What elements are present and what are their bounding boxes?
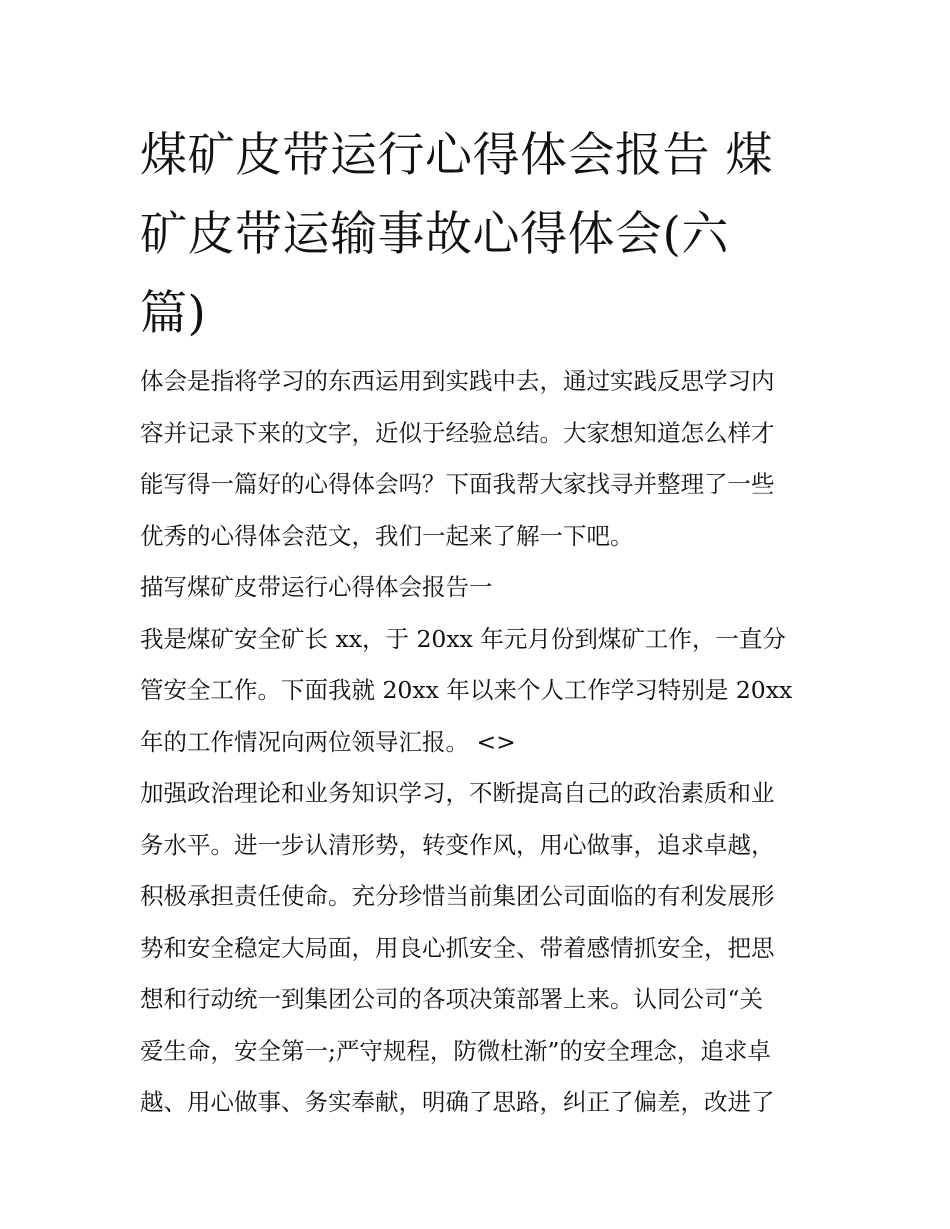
document-title <box>140 116 820 353</box>
paragraph-study <box>140 768 820 1129</box>
text-line: 加强政治理论和业务知识学习，不断提高自己的政治素质和业 <box>140 779 775 807</box>
text-line: 能写得一篇好的心得体会吗？下面我帮大家找寻并整理了一些 <box>140 470 775 498</box>
text-line: 我是煤矿安全矿长 xx，于 20xx 年元月份到煤矿工作，一直分 <box>140 624 786 653</box>
text-line: 容并记录下来的文字，近似于经验总结。大家想知道怎么样才 <box>140 418 775 447</box>
text-line: 爱生命，安全第一;严守规程，防微杜渐”的安全理念，追求卓 <box>140 1036 771 1065</box>
text-line: 积极承担责任使命。充分珍惜当前集团公司面临的有利发展形 <box>140 882 775 910</box>
title-line: 煤矿皮带运行心得体会报告 煤 <box>140 128 773 183</box>
paragraph-introduction-self <box>140 614 820 769</box>
text-line: 势和安全稳定大局面，用良心抓安全、带着感情抓安全，把思 <box>140 933 775 962</box>
text-line: 体会是指将学习的东西运用到实践中去，通过实践反思学习内 <box>140 367 775 395</box>
text-line: 越、用心做事、务实奉献，明确了思路，纠正了偏差，改进了 <box>140 1088 775 1116</box>
text-line: 想和行动统一到集团公司的各项决策部署上来。认同公司“关 <box>140 985 764 1013</box>
text-line: 优秀的心得体会范文，我们一起来了解一下吧。 <box>140 521 634 550</box>
intro-paragraph <box>140 356 820 562</box>
text-line: 管安全工作。下面我就 20xx 年以来个人工作学习特别是 20xx <box>140 676 793 704</box>
document-body <box>140 356 820 1129</box>
section-heading-text: 描写煤矿皮带运行心得体会报告一 <box>140 573 493 601</box>
title-line: 矿皮带运输事故心得体会(六 <box>140 207 729 262</box>
text-line: 年的工作情况向两位领导汇报。 <> <box>140 727 516 756</box>
title-line: 篇) <box>140 286 207 341</box>
section-heading <box>140 562 820 614</box>
text-line: 务水平。进一步认清形势，转变作风，用心做事，追求卓越， <box>140 830 775 859</box>
